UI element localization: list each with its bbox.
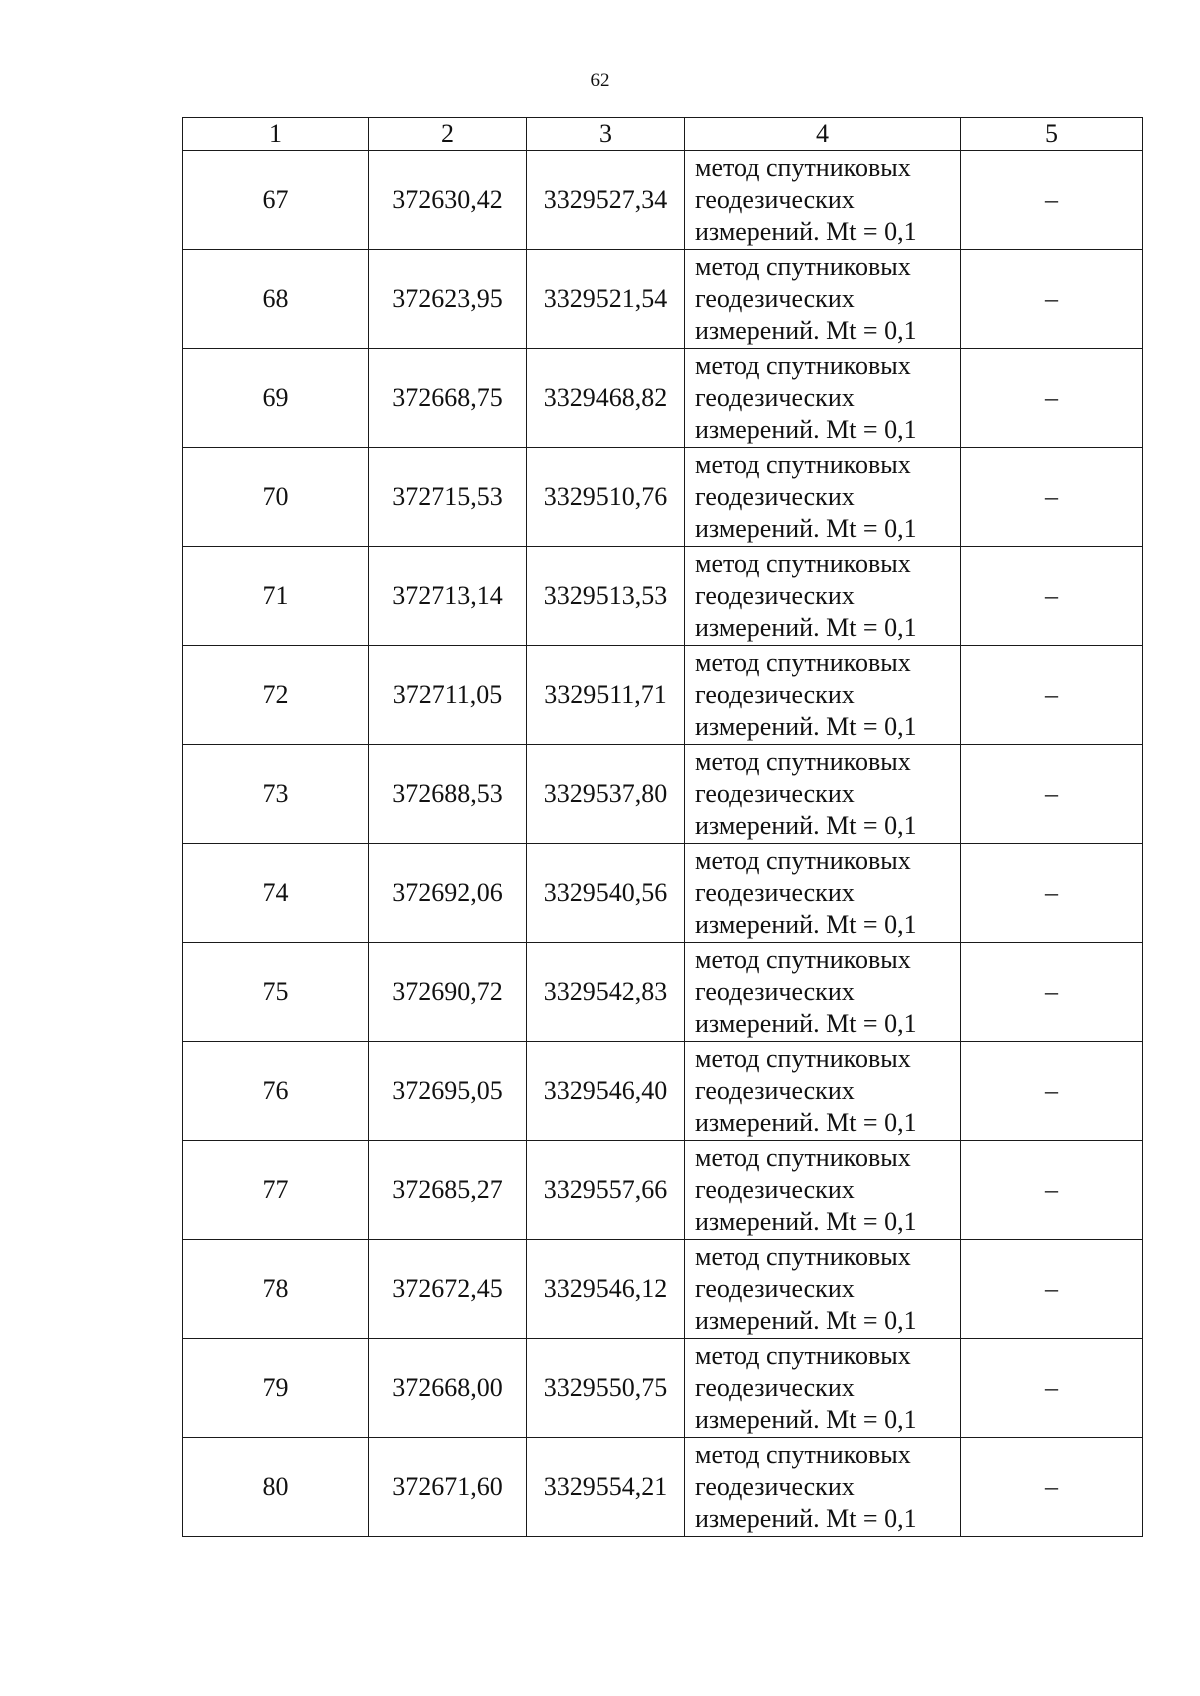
x-coordinate-cell: 372623,95 <box>369 250 527 349</box>
table-row <box>183 547 1143 646</box>
y-coordinate-cell: 3329542,83 <box>527 943 685 1042</box>
method-text-line: геодезических <box>695 1274 855 1303</box>
method-text-line: измерений. Mt = 0,1 <box>695 1108 917 1137</box>
method-text-line: метод спутниковых <box>695 252 911 281</box>
y-coordinate-cell: 3329540,56 <box>527 844 685 943</box>
method-text-line: метод спутниковых <box>695 1341 911 1370</box>
table-row <box>183 250 1143 349</box>
point-number-cell: 73 <box>183 745 369 844</box>
point-number-cell: 67 <box>183 151 369 250</box>
method-text-line: геодезических <box>695 779 855 808</box>
method-cell <box>685 1141 961 1240</box>
method-text-line: метод спутниковых <box>695 1440 911 1469</box>
method-text-line: измерений. Mt = 0,1 <box>695 217 917 246</box>
point-number-cell: 78 <box>183 1240 369 1339</box>
column-header: 4 <box>685 118 961 151</box>
method-text-line: измерений. Mt = 0,1 <box>695 910 917 939</box>
y-coordinate-cell: 3329511,71 <box>527 646 685 745</box>
y-coordinate-cell: 3329521,54 <box>527 250 685 349</box>
x-coordinate-cell: 372630,42 <box>369 151 527 250</box>
method-text-line: измерений. Mt = 0,1 <box>695 1405 917 1434</box>
method-cell <box>685 1042 961 1141</box>
method-text-line: геодезических <box>695 1373 855 1402</box>
y-coordinate-cell: 3329546,12 <box>527 1240 685 1339</box>
method-text-line: измерений. Mt = 0,1 <box>695 1504 917 1533</box>
note-cell: – <box>961 646 1143 745</box>
point-number-cell: 68 <box>183 250 369 349</box>
method-text-line: метод спутниковых <box>695 450 911 479</box>
method-cell <box>685 151 961 250</box>
table-row <box>183 844 1143 943</box>
y-coordinate-cell: 3329513,53 <box>527 547 685 646</box>
table-header-row <box>183 118 1143 151</box>
point-number-cell: 72 <box>183 646 369 745</box>
y-coordinate-cell: 3329527,34 <box>527 151 685 250</box>
point-number-cell: 77 <box>183 1141 369 1240</box>
method-text-line: геодезических <box>695 185 855 214</box>
x-coordinate-cell: 372668,00 <box>369 1339 527 1438</box>
method-text-line: геодезических <box>695 878 855 907</box>
x-coordinate-cell: 372715,53 <box>369 448 527 547</box>
y-coordinate-cell: 3329468,82 <box>527 349 685 448</box>
note-cell: – <box>961 1339 1143 1438</box>
method-cell <box>685 745 961 844</box>
note-cell: – <box>961 151 1143 250</box>
note-cell: – <box>961 745 1143 844</box>
point-number-cell: 70 <box>183 448 369 547</box>
table-row <box>183 745 1143 844</box>
method-text-line: измерений. Mt = 0,1 <box>695 1207 917 1236</box>
method-text-line: геодезических <box>695 1472 855 1501</box>
x-coordinate-cell: 372671,60 <box>369 1438 527 1537</box>
table-row <box>183 448 1143 547</box>
method-text-line: измерений. Mt = 0,1 <box>695 316 917 345</box>
page-number: 62 <box>590 70 610 91</box>
coordinates-table-body <box>183 118 1143 1537</box>
method-text-line: метод спутниковых <box>695 549 911 578</box>
note-cell: – <box>961 1438 1143 1537</box>
method-text-line: метод спутниковых <box>695 846 911 875</box>
table-row <box>183 646 1143 745</box>
y-coordinate-cell: 3329557,66 <box>527 1141 685 1240</box>
note-cell: – <box>961 250 1143 349</box>
y-coordinate-cell: 3329550,75 <box>527 1339 685 1438</box>
method-cell <box>685 349 961 448</box>
y-coordinate-cell: 3329554,21 <box>527 1438 685 1537</box>
column-header: 5 <box>961 118 1143 151</box>
method-text-line: геодезических <box>695 1076 855 1105</box>
point-number-cell: 75 <box>183 943 369 1042</box>
x-coordinate-cell: 372692,06 <box>369 844 527 943</box>
column-header: 2 <box>369 118 527 151</box>
table-row <box>183 943 1143 1042</box>
method-cell <box>685 547 961 646</box>
x-coordinate-cell: 372711,05 <box>369 646 527 745</box>
method-cell <box>685 646 961 745</box>
method-text-line: геодезических <box>695 482 855 511</box>
note-cell: – <box>961 448 1143 547</box>
x-coordinate-cell: 372713,14 <box>369 547 527 646</box>
method-text-line: геодезических <box>695 284 855 313</box>
note-cell: – <box>961 844 1143 943</box>
x-coordinate-cell: 372672,45 <box>369 1240 527 1339</box>
method-text-line: метод спутниковых <box>695 648 911 677</box>
x-coordinate-cell: 372688,53 <box>369 745 527 844</box>
note-cell: – <box>961 943 1143 1042</box>
method-text-line: метод спутниковых <box>695 945 911 974</box>
method-text-line: геодезических <box>695 383 855 412</box>
table-row <box>183 1240 1143 1339</box>
method-text-line: измерений. Mt = 0,1 <box>695 613 917 642</box>
method-cell <box>685 1339 961 1438</box>
method-text-line: геодезических <box>695 680 855 709</box>
method-text-line: метод спутниковых <box>695 153 911 182</box>
column-header: 3 <box>527 118 685 151</box>
point-number-cell: 71 <box>183 547 369 646</box>
method-cell <box>685 250 961 349</box>
method-text-line: измерений. Mt = 0,1 <box>695 514 917 543</box>
method-text-line: метод спутниковых <box>695 1044 911 1073</box>
x-coordinate-cell: 372668,75 <box>369 349 527 448</box>
method-text-line: метод спутниковых <box>695 747 911 776</box>
note-cell: – <box>961 1042 1143 1141</box>
table-row <box>183 1042 1143 1141</box>
method-text-line: измерений. Mt = 0,1 <box>695 1306 917 1335</box>
method-text-line: измерений. Mt = 0,1 <box>695 811 917 840</box>
method-text-line: метод спутниковых <box>695 1242 911 1271</box>
method-cell <box>685 448 961 547</box>
y-coordinate-cell: 3329537,80 <box>527 745 685 844</box>
method-cell <box>685 1438 961 1537</box>
table-row <box>183 1438 1143 1537</box>
table-row <box>183 1141 1143 1240</box>
point-number-cell: 74 <box>183 844 369 943</box>
note-cell: – <box>961 1141 1143 1240</box>
point-number-cell: 80 <box>183 1438 369 1537</box>
table-row <box>183 1339 1143 1438</box>
method-text-line: геодезических <box>695 1175 855 1204</box>
table-row <box>183 349 1143 448</box>
note-cell: – <box>961 1240 1143 1339</box>
method-text-line: геодезических <box>695 977 855 1006</box>
column-header: 1 <box>183 118 369 151</box>
x-coordinate-cell: 372685,27 <box>369 1141 527 1240</box>
point-number-cell: 69 <box>183 349 369 448</box>
y-coordinate-cell: 3329546,40 <box>527 1042 685 1141</box>
table-row <box>183 151 1143 250</box>
point-number-cell: 76 <box>183 1042 369 1141</box>
method-text-line: метод спутниковых <box>695 1143 911 1172</box>
coordinates-table <box>182 117 1143 1537</box>
method-text-line: метод спутниковых <box>695 351 911 380</box>
method-text-line: измерений. Mt = 0,1 <box>695 1009 917 1038</box>
method-cell <box>685 844 961 943</box>
note-cell: – <box>961 547 1143 646</box>
method-cell <box>685 943 961 1042</box>
method-text-line: геодезических <box>695 581 855 610</box>
point-number-cell: 79 <box>183 1339 369 1438</box>
method-text-line: измерений. Mt = 0,1 <box>695 415 917 444</box>
x-coordinate-cell: 372695,05 <box>369 1042 527 1141</box>
method-text-line: измерений. Mt = 0,1 <box>695 712 917 741</box>
x-coordinate-cell: 372690,72 <box>369 943 527 1042</box>
method-cell <box>685 1240 961 1339</box>
y-coordinate-cell: 3329510,76 <box>527 448 685 547</box>
note-cell: – <box>961 349 1143 448</box>
